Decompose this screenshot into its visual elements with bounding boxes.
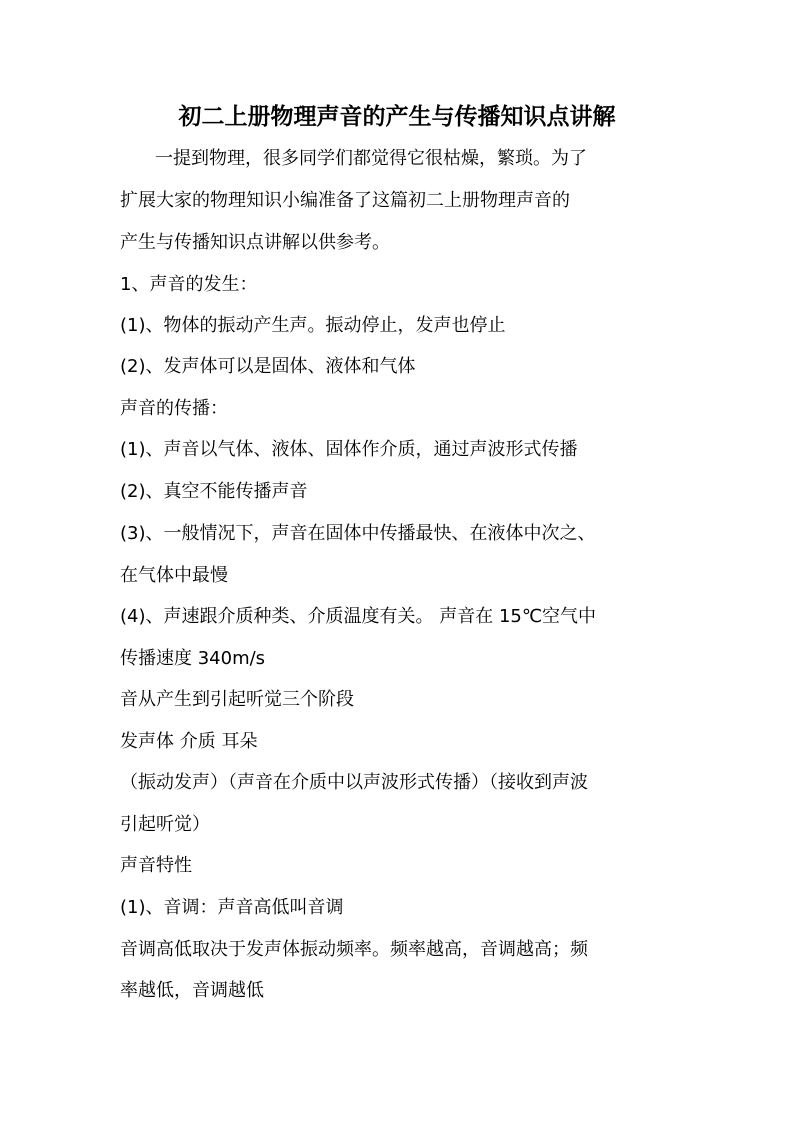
section-heading: 音从产生到引起听觉三个阶段	[120, 689, 354, 710]
paragraph-line: 产生与传播知识点讲解以供参考。	[120, 232, 390, 253]
list-item-continuation: 传播速度 340m/s	[120, 648, 266, 669]
list-item: (2)、发声体可以是固体、液体和气体	[120, 356, 416, 377]
list-item: (2)、真空不能传播声音	[120, 481, 308, 502]
list-item: (1)、物体的振动产生声。振动停止，发声也停止	[120, 315, 506, 336]
paragraph-line: 一提到物理，很多同学们都觉得它很枯燥，繁琐。为了	[155, 148, 587, 169]
paragraph-line: 引起听觉）	[120, 814, 210, 835]
section-heading: 声音的传播：	[120, 398, 228, 419]
section-heading: 声音特性	[120, 855, 192, 876]
list-item: (4)、声速跟介质种类、介质温度有关。 声音在 15℃空气中	[120, 606, 597, 627]
document-title: 初二上册物理声音的产生与传播知识点讲解	[178, 103, 616, 130]
list-item: (1)、音调：声音高低叫音调	[120, 897, 344, 918]
paragraph-line: 发声体 介质 耳朵	[120, 731, 258, 752]
section-heading: 1、声音的发生：	[120, 274, 258, 295]
list-item: (1)、声音以气体、液体、固体作介质，通过声波形式传播	[120, 439, 578, 460]
list-item: (3)、一般情况下，声音在固体中传播最快、在液体中次之、	[120, 523, 596, 544]
paragraph-line: 音调高低取决于发声体振动频率。频率越高，音调越高；频	[120, 939, 588, 960]
paragraph-line: 率越低，音调越低	[120, 980, 264, 1001]
list-item-continuation: 在气体中最慢	[120, 565, 228, 586]
paragraph-line: （振动发声）（声音在介质中以声波形式传播）（接收到声波	[120, 772, 588, 793]
paragraph-line: 扩展大家的物理知识小编准备了这篇初二上册物理声音的	[120, 190, 570, 211]
